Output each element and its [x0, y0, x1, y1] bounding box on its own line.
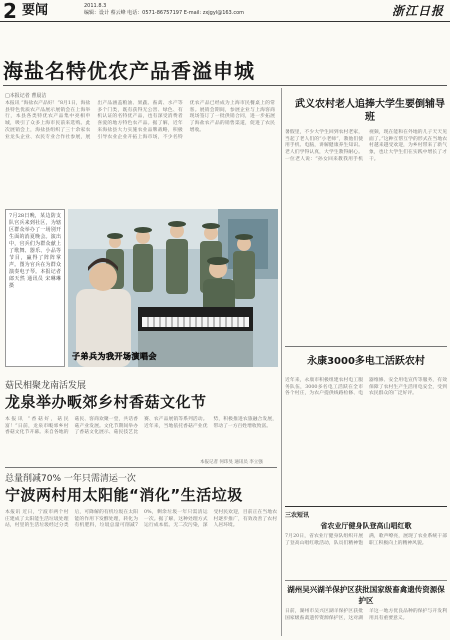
right-story2-headline: 永康3000多电工活跃农村	[307, 356, 425, 367]
story2-byline: 本报记者 何玮旻 通讯员 李立强	[200, 460, 263, 465]
main-story-body: 本报讯 “海盐农产品好！”8月1日，海盐县特色优质农产品展示展销会在上海举行，本县各类特优农产品集中亮相申城，吸引了众多上海市民前来选购。此次展销会上，海盐县组织了三十余家农业龙头企业、农民专业合作社参展，展出产品涵盖粮油、果蔬、畜禽、水产等多个门类，既有获得无公害、绿色、有机认证的名特优产品，也有深受消费者喜爱的地方特色农产品。据了解，近年来海盐县大力实施农业品牌战略，积极引导农业企业开拓上海市场，不少名特优农产品已经成为上海市民餐桌上的常客。展销会期间，参展企业与上海客商现场签订了一批供销合同，进一步拓展了海盐农产品的销售渠道，促进了农民增收。	[5, 101, 275, 140]
brief1-body: 7月20日，省农业厅健身队组织开展了登高山唱红歌活动，队员们精神饱满，歌声嘹亮，展现了农业系统干部职工积极向上的精神风貌。	[285, 534, 447, 546]
issue-info	[84, 3, 244, 17]
briefs-section-tag: 三农短讯	[285, 512, 310, 519]
brief2-headline: 湖州吴兴湖羊保护区获批国家级畜禽遗传资源保护区	[287, 585, 445, 605]
story3-kicker: 总量削减70% 一年只需清运一次	[5, 474, 136, 484]
photo-caption: 子弟兵为我开场演唱会	[72, 352, 157, 361]
story3-headline: 宁波两村用太阳能“消化”生活垃圾	[5, 486, 243, 504]
right-story1-body: 暑假里，不少大学生回到农村老家，当起了老人们的“小老师”，教他们使用手机、电脑，讲解健康养生知识。老人们学得认真，大学生教得耐心。一位老人说：“孙女回来教我用手机视频，现在能和在外地的儿子天天见面了。”这种互帮互学的形式在当地农村越来越受欢迎，为乡村带来了新气象，也让大学生们在实践中增长了才干。	[285, 130, 447, 162]
page-number: 2	[3, 0, 17, 23]
story2-headline: 龙泉举办畈郊乡村香菇文化节	[5, 393, 207, 411]
main-headline: 海盐名特优农产品香溢申城	[3, 59, 255, 83]
story3-body: 本报讯 近日，宁波市两个村庄建成了太阳能生活垃圾处理站，村里的生活垃圾经过分类后，可降解的有机垃圾在太阳能的作用下发酵处理，转化为有机肥料，垃圾总量可削减70%，剩余垃圾一年只需清运一次。据了解，这种处理方式运行成本低、无二次污染，深受村民欢迎，目前正在当地农村逐步推广，有效改善了农村人居环境。	[5, 510, 277, 529]
brief2-body: 日前，湖州市吴兴区湖羊保护区获批国家级畜禽遗传资源保护区，这对湖羊这一地方优良品种的保护与开发利用具有重要意义。	[285, 609, 447, 621]
section-title: 要闻	[22, 3, 49, 18]
editor-contact: 编辑：设计 蔡云峰 电话：0571-86757197 E-mail: zxjgyl@163.com	[84, 10, 245, 16]
issue-date: 2011.8.3	[84, 3, 107, 9]
right-column	[285, 88, 447, 636]
headline-rule	[3, 85, 447, 86]
story3-divider	[5, 467, 277, 468]
right-story2-body: 近年来，永康市积极组建农村电工服务队伍，3000多名电工活跃在全市各个村庄，为农户提供线路检修、电器维修、安全用电宣传等服务，有效保障了农村生产生活用电安全，受到农民群众的广泛好评。	[285, 378, 447, 397]
briefs-divider	[285, 506, 447, 507]
brief1-headline: 省农业厅健身队登高山唱红歌	[320, 522, 412, 530]
news-photo	[68, 209, 278, 367]
story2-body: 本报讯 “香菇好，菇民富！”日前，龙泉市畈郊乡村香菇文化节开幕。来自各地的菇民、客商欢聚一堂，共话香菇产业发展。文化节期间举办了香菇文化展示、菇民技艺比赛、农产品展销等系列活动。近年来，当地依托香菇产业优势，积极推进农旅融合发展，带动了一方百姓增收致富。	[5, 417, 277, 436]
photo-illustration	[68, 209, 278, 367]
page-header	[0, 0, 450, 22]
main-byline: □本报记者 曹晨洁	[5, 93, 47, 99]
brief2-divider	[285, 580, 447, 581]
photo-sidebar-caption	[5, 209, 65, 367]
column-divider	[281, 88, 282, 636]
right-story2-divider	[285, 346, 447, 347]
photo-sidebar-text: 7月28日晚，某边防支队官兵来到社区，为辖区群众举办了一场别开生面的消夏晚会。演出中，官兵们为群众献上了歌舞、器乐、小品等节目，赢得了阵阵掌声。图为官兵在为群众演奏电子琴。本报记者 郎天然 通讯员 宋琳琳 摄	[9, 213, 61, 289]
newspaper-masthead: 浙江日报	[391, 4, 444, 18]
right-story1-headline: 武义农村老人追捧大学生要倒辅导班	[295, 99, 445, 123]
story2-kicker: 菇民相聚龙南活发展	[5, 381, 87, 391]
